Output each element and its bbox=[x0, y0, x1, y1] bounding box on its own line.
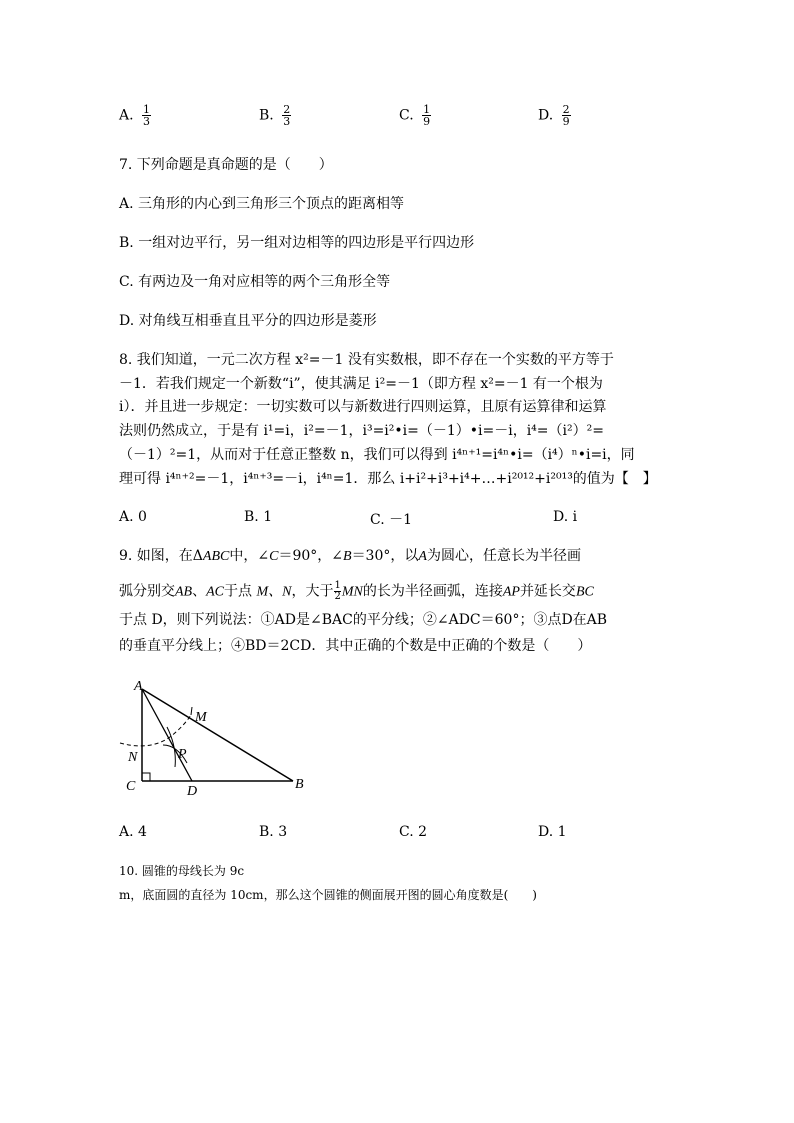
q6-option-a[interactable] bbox=[119, 104, 151, 127]
q7-option-c[interactable]: C. 有两边及一角对应相等的两个三角形全等 bbox=[119, 274, 391, 290]
text: 于点 bbox=[224, 583, 257, 600]
text: 为圆心，任意长为半径画 bbox=[426, 548, 581, 564]
fraction bbox=[282, 104, 291, 127]
fraction bbox=[562, 104, 571, 127]
arc-mn bbox=[120, 715, 191, 746]
q8-option-b[interactable]: B. 1 bbox=[244, 509, 273, 525]
text: 9. 如图，在Δ bbox=[119, 548, 203, 564]
q9-line-1 bbox=[119, 547, 679, 566]
q8-line-3: i）．并且进一步规定：一切实数可以与新数进行四则运算，且原有运算律和运算 bbox=[119, 399, 607, 415]
q8-line-1: 8. 我们知道，一元二次方程 x²=－1 没有实数根，即不存在一个实数的平方等于 bbox=[119, 352, 614, 368]
q9-option-a[interactable]: A. 4 bbox=[119, 824, 147, 840]
segment-ad bbox=[142, 689, 192, 781]
q9-option-d[interactable]: D. 1 bbox=[538, 824, 567, 840]
text: 、 bbox=[192, 583, 207, 600]
q6-option-c[interactable] bbox=[399, 104, 431, 127]
label-b: B bbox=[295, 777, 304, 792]
text: 中，∠ bbox=[229, 548, 270, 564]
math-var: A bbox=[418, 549, 427, 564]
label-a: A bbox=[134, 679, 143, 694]
math-var: ABC bbox=[202, 549, 230, 564]
text: 的长为半径画弧，连接 bbox=[362, 583, 503, 600]
label-p: P bbox=[178, 747, 187, 762]
q9-line-2 bbox=[119, 581, 679, 602]
math-var: B bbox=[343, 549, 352, 564]
option-letter: C. bbox=[399, 107, 414, 124]
q9-line-4: 的垂直平分线上；④BD＝2CD．其中正确的个数是中正确的个数是（ ） bbox=[119, 638, 592, 654]
denominator: 9 bbox=[423, 115, 431, 128]
q7-option-b[interactable]: B. 一组对边平行，另一组对边相等的四边形是平行四边形 bbox=[119, 235, 475, 251]
numerator: 1 bbox=[143, 103, 151, 116]
q10-line-2: m，底面圆的直径为 10cm，那么这个圆锥的侧面展开图的圆心角度数是( ) bbox=[119, 888, 537, 902]
numerator: 1 bbox=[423, 103, 431, 116]
q7-stem: 7. 下列命题是真命题的是（ ） bbox=[119, 157, 333, 173]
denominator: 9 bbox=[562, 115, 570, 128]
denominator: 3 bbox=[143, 115, 151, 128]
text: ，大于 bbox=[291, 583, 334, 600]
q7-option-d[interactable]: D. 对角线互相垂直且平分的四边形是菱形 bbox=[119, 313, 377, 329]
math-var: C bbox=[269, 549, 279, 564]
label-m: M bbox=[195, 710, 207, 725]
math-var: BC bbox=[575, 584, 594, 600]
q9-line-3: 于点 D，则下列说法：①AD是∠BAC的平分线；②∠ADC＝60°；③点D在AB bbox=[119, 612, 608, 628]
right-angle-mark bbox=[142, 773, 150, 781]
label-n: N bbox=[128, 750, 138, 765]
q8-line-6: 理可得 i⁴ⁿ⁺²=－1，i⁴ⁿ⁺³=－i，i⁴ⁿ=1．那么 i+i²+i³+i⁴+…+i²⁰¹²+i²⁰¹³的值为【 】 bbox=[119, 471, 657, 487]
text: ＝30°，以 bbox=[351, 548, 419, 564]
q8-option-d[interactable]: D. i bbox=[553, 509, 578, 525]
q8-line-4: 法则仍然成立，于是有 i¹=i，i²=－1，i³=i²•i=（－1）•i=－i，i⁴=（i²）²= bbox=[119, 423, 604, 439]
denominator: 2 bbox=[334, 591, 341, 602]
fraction bbox=[422, 104, 431, 127]
q8-line-2: －1．若我们规定一个新数“i”，使其满足 i²=－1（即方程 x²=－1 有一个根为 bbox=[119, 376, 603, 392]
denominator: 3 bbox=[283, 115, 291, 128]
numerator: 1 bbox=[334, 580, 341, 591]
math-var: AP bbox=[502, 584, 520, 600]
fraction bbox=[334, 581, 340, 602]
text: ＝90°，∠ bbox=[278, 548, 343, 564]
numerator: 2 bbox=[283, 103, 291, 116]
option-letter: A. bbox=[119, 107, 134, 124]
q9-option-c[interactable]: C. 2 bbox=[399, 824, 428, 840]
text: 并延长交 bbox=[519, 583, 576, 600]
triangle-figure bbox=[115, 675, 315, 800]
q8-line-5: （－1）²=1，从而对于任意正整数 n，我们可以得到 i⁴ⁿ⁺¹=i⁴ⁿ•i=（i⁴）ⁿ•i=i，同 bbox=[119, 447, 635, 463]
q6-option-b[interactable] bbox=[259, 104, 291, 127]
side-ab bbox=[142, 689, 293, 781]
q8-option-a[interactable]: A. 0 bbox=[119, 509, 147, 525]
q6-option-d[interactable] bbox=[538, 104, 571, 127]
math-var: AC bbox=[206, 584, 224, 600]
math-var: M、N bbox=[256, 584, 292, 600]
option-letter: D. bbox=[538, 107, 554, 124]
q8-option-c[interactable]: C. －1 bbox=[370, 512, 413, 528]
fraction bbox=[142, 104, 151, 127]
label-c: C bbox=[126, 779, 136, 794]
text: 弧分别交 bbox=[119, 583, 175, 600]
q7-option-a[interactable]: A. 三角形的内心到三角形三个顶点的距离相等 bbox=[119, 196, 405, 212]
math-var: MN bbox=[341, 584, 363, 600]
numerator: 2 bbox=[562, 103, 570, 116]
option-letter: B. bbox=[259, 107, 274, 124]
label-d: D bbox=[187, 784, 198, 799]
tick-m bbox=[191, 707, 192, 715]
q10-line-1: 10. 圆锥的母线长为 9c bbox=[119, 864, 245, 878]
q9-option-b[interactable]: B. 3 bbox=[259, 824, 288, 840]
math-var: AB bbox=[175, 584, 193, 600]
